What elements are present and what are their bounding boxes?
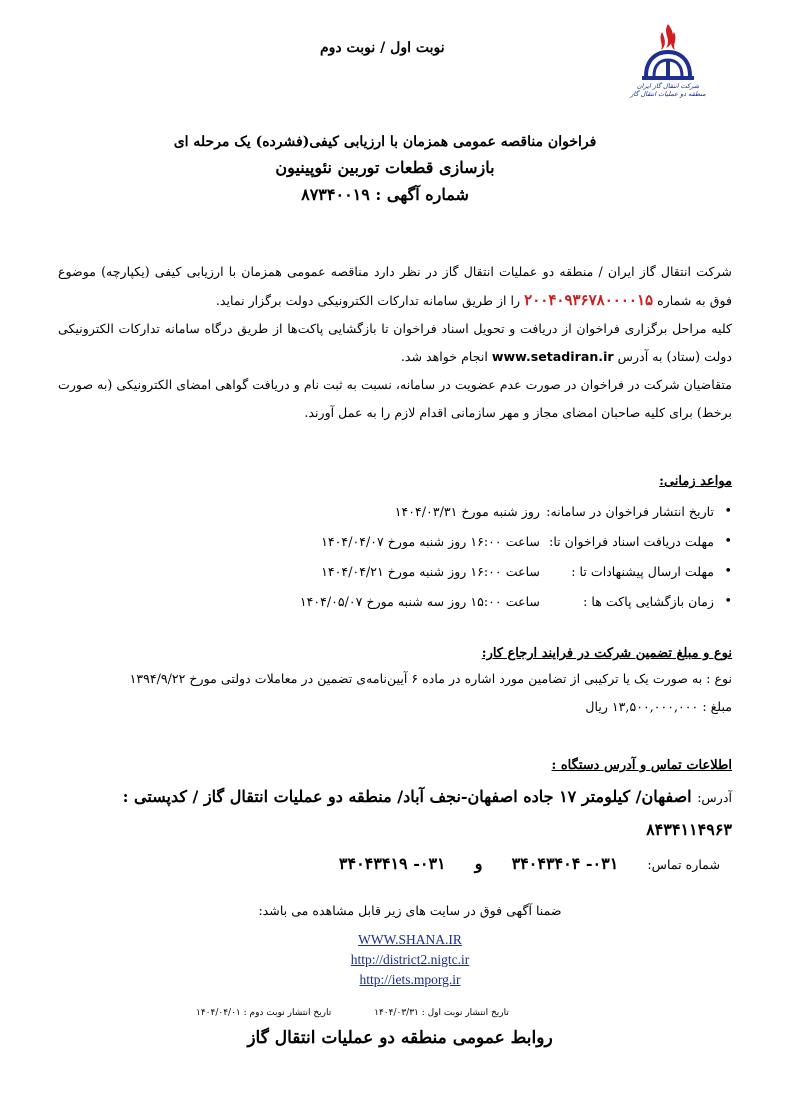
address-line — [40, 781, 732, 846]
publication-dates — [170, 1008, 570, 1018]
logo-line-1: شرکت انتقال گاز ایران — [636, 82, 700, 90]
paragraph-1-text-b: را از طریق سامانه تدارکات الکترونیکی دولت برگزار نماید. — [215, 293, 521, 308]
paragraph-2 — [58, 315, 732, 371]
setad-website-link[interactable]: www.setadiran.ir — [491, 349, 614, 364]
guarantee-title: نوع و مبلغ تضمین شرکت در فرایند ارجاع کار: — [481, 646, 732, 661]
timeline-value: ساعت ۱۶:۰۰ روز شنبه مورخ ۱۴۰۴/۰۴/۰۷ — [321, 534, 540, 549]
district2-link[interactable]: http://district2.nigtc.ir — [350, 952, 470, 967]
paragraph-1 — [58, 258, 732, 315]
timeline-value: ساعت ۱۵:۰۰ روز سه شنبه مورخ ۱۴۰۴/۰۵/۰۷ — [299, 594, 540, 609]
sites-block — [200, 903, 620, 990]
timeline-value: روز شنبه مورخ ۱۴۰۴/۰۳/۳۱ — [394, 504, 540, 519]
address-label: آدرس: — [697, 790, 732, 805]
announcement-number: شماره آگهی : ۸۷۳۴۰۰۱۹ — [301, 185, 469, 204]
phone-label: شماره تماس: — [647, 857, 720, 872]
shana-link[interactable]: WWW.SHANA.IR — [358, 932, 462, 947]
guarantee-type: نوع : به صورت یک یا ترکیبی از تضامین مورد اشاره در ماده ۶ آیین‌نامه‌ی تضمین در معاملات دولتی مورخ ۱۳۹۴/۹/۲۲ — [129, 671, 732, 686]
logo-text — [628, 82, 708, 98]
company-logo — [628, 20, 708, 115]
timeline-title: مواعد زمانی: — [659, 474, 732, 489]
announcement-body — [58, 258, 732, 427]
address-value: اصفهان/ کیلومتر ۱۷ جاده اصفهان-نجف آباد/ منطقه دو عملیات انتقال گاز / کدپستی : ۸۴۳۴۱۱۴۹۶۳ — [122, 787, 732, 839]
timeline-section — [60, 474, 732, 617]
publication-round: نوبت اول / نوبت دوم — [320, 40, 445, 56]
flame-logo-icon — [628, 20, 708, 115]
phone-line — [40, 854, 720, 873]
paragraph-2-text-b: انجام خواهد شد. — [400, 349, 488, 364]
signature: روابط عمومی منطقه دو عملیات انتقال گاز — [247, 1028, 553, 1048]
logo-line-2: منطقه دو عملیات انتقال گاز — [630, 90, 706, 98]
guarantee-amount: مبلغ : ۱۳,۵۰۰,۰۰۰,۰۰۰ ریال — [585, 699, 732, 714]
timeline-label: مهلت ارسال پیشنهادات تا : — [571, 564, 714, 579]
tender-number: ۲۰۰۴۰۹۳۶۷۸۰۰۰۰۱۵ — [524, 291, 654, 309]
timeline-label: زمان بازگشایی پاکت ها : — [583, 594, 714, 609]
timeline-label: مهلت دریافت اسناد فراخوان تا: — [549, 534, 714, 549]
phone-2: ۰۳۱- ۳۴۰۴۳۴۱۹ — [338, 854, 446, 873]
timeline-label: تاریخ انتشار فراخوان در سامانه: — [546, 504, 714, 519]
sites-intro: ضمنا آگهی فوق در سایت های زیر قابل مشاهده می باشد: — [258, 903, 562, 918]
tender-subject: بازسازی قطعات توربین نئوپینیون — [275, 158, 495, 177]
pub-date-first: تاریخ انتشار نوبت اول : ۱۴۰۴/۰۳/۳۱ — [374, 1008, 509, 1018]
timeline-value: ساعت ۱۶:۰۰ روز شنبه مورخ ۱۴۰۴/۰۴/۲۱ — [321, 564, 540, 579]
title-block — [150, 134, 620, 204]
pub-date-second: تاریخ انتشار نوبت دوم : ۱۴۰۴/۰۴/۰۱ — [196, 1008, 332, 1018]
phone-joiner: و — [474, 854, 483, 873]
paragraph-3: متقاضیان شرکت در فراخوان در صورت عدم عضویت در سامانه، نسبت به ثبت نام و دریافت گواهی امضای الکترونیکی (به صورت برخط) برای کلیه صاحبان امضای مجاز و مهر سازمانی اقدام لازم را به عمل آورند. — [58, 377, 732, 420]
timeline-list — [60, 497, 732, 617]
paragraph-1-text-a: شرکت انتقال گاز ایران / منطقه دو عملیات انتقال گاز در نظر دارد مناقصه عمومی همزمان با ارزیابی کیفی (یکپارچه) موضوع فوق به شماره — [58, 264, 732, 308]
tender-title: فراخوان مناقصه عمومی همزمان با ارزیابی کیفی(فشرده) یک مرحله ای — [173, 134, 597, 150]
paragraph-2-text-a: کلیه مراحل برگزاری فراخوان از دریافت و تحویل اسناد فراخوان تا بازگشایی پاکت‌ها از طریق درگاه سامانه تدارکات الکترونیکی دولت (ستاد) به آدرس — [58, 321, 732, 364]
timeline-item — [60, 557, 732, 587]
timeline-item — [60, 587, 732, 617]
contact-title: اطلاعات تماس و آدرس دستگاه : — [551, 758, 732, 773]
timeline-item — [60, 497, 732, 527]
timeline-item — [60, 527, 732, 557]
phone-1: ۰۳۱- ۳۴۰۴۳۴۰۴ — [511, 854, 619, 873]
iets-link[interactable]: http://iets.mporg.ir — [359, 972, 461, 987]
contact-section — [40, 758, 732, 873]
guarantee-section — [60, 646, 732, 721]
